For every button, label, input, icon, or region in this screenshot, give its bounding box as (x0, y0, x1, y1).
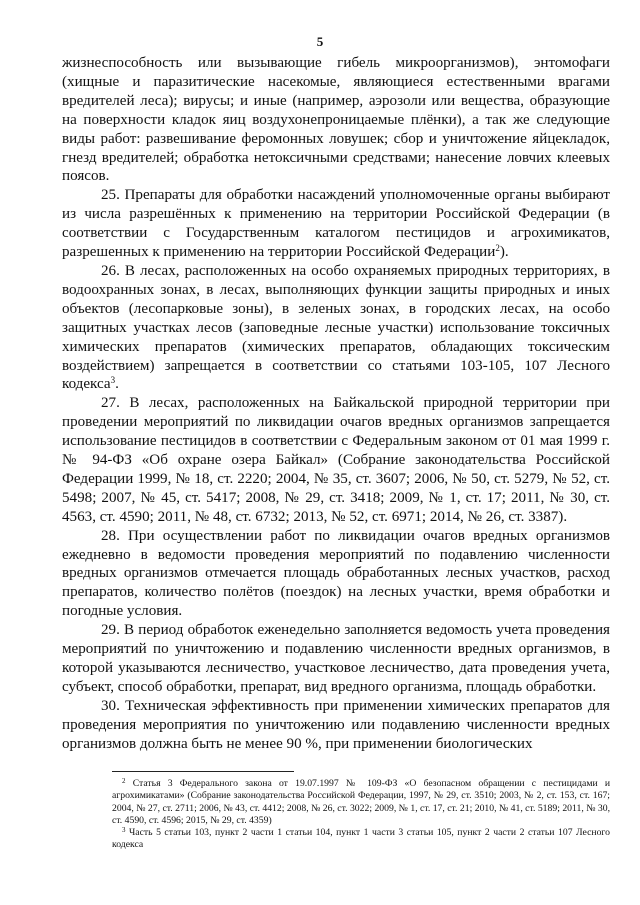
paragraph-29: 29. В период обработок еженедельно заполняется ведомость учета проведения мероприятий по уничтожению и подавлению численности вредных организмов, в которой указываются лесничество, участковое лесничество, дата проведения учета, субъект, способ обработки, препарат, вид вредного организма, площадь обработки. (62, 622, 610, 695)
paragraph-tail: . (115, 376, 119, 393)
paragraph-25 (62, 186, 610, 262)
footnote-marker: 2 (122, 777, 126, 785)
footnote-marker: 3 (122, 826, 126, 835)
paragraph-tail: ). (499, 244, 509, 261)
paragraph-28: 28. При осуществлении работ по ликвидации очагов вредных организмов ежедневно в ведомости проведения мероприятий по подавлению численности вредных организмов отмечается площадь обработанных лесных участков, расход препаратов, количество полётов (поездок) на лесных участки, время обработки и погодные условия. (62, 527, 610, 620)
footnote-2 (112, 778, 610, 827)
footnote-text: Часть 5 статьи 103, пункт 2 части 1 статьи 104, пункт 1 части 3 статьи 105, пункт 2 части 2 статьи 107 Лесного кодекса (112, 827, 610, 851)
footnote-text: Статья 3 Федерального закона от 19.07.1997 № 109-ФЗ «О безопасном обращении с пестицидами и агрохимикатами» (Собрание законодательства Российской Федерации, 1997, № 29, ст. 3510; 2003, № 2, ст. 153, ст. 167; 2004, № 27, ст. 2711; 2006, № 43, ст. 4412; 2008, № 26, ст. 3022; 2009, № 1, ст. 17, ст. 21; 2010, № 41, ст. 5189; 2011, № 30, ст. 4590, ст. 4596; 2015, № 29, ст. 4359) (112, 778, 611, 826)
paragraph-27: 27. В лесах, расположенных на Байкальской природной территории при проведении мероприятий по ликвидации очагов вредных организмов запрещается использование пестицидов в соответствии с Федеральным законом от 01 мая 1999 г. № 94-ФЗ «Об охране озера Байкал» (Собрание законодательства Российской Федерации 1999, № 18, ст. 2220; 2004, № 35, ст. 3607; 2006, № 50, ст. 5279, № 52, ст. 5498; 2007, № 45, ст. 5417; 2008, № 29, ст. 3418; 2009, № 1, ст. 17; 2011, № 30, ст. 4563, ст. 4590; 2011, № 48, ст. 6732; 2013, № 52, ст. 6971; 2014, № 26, ст. 3387). (62, 395, 610, 525)
paragraph-continuation: жизнеспособность или вызывающие гибель микроорганизмов), энтомофаги (хищные и паразитические насекомые, являющиеся естественными врагами вредителей леса); вирусы; и иные (например, аэрозоли или вещества, образующие на поверхности кладок яиц воздухонепроницаемые плёнки), а так же следующие виды работ: развешивание феромонных ловушек; сбор и уничтожение яйцекладок, гнезд вредителей; обработка нетоксичными средствами; нанесение ловчих клеевых поясов. (62, 55, 610, 185)
paragraph-30: 30. Техническая эффективность при применении химических препаратов для проведения мероприятия по уничтожению или подавлению численности вредных организмов должна быть не менее 90 %, при применении биологических (62, 697, 610, 752)
footnote-3 (112, 827, 610, 852)
footnote-separator (112, 771, 294, 772)
footnotes (112, 778, 610, 852)
footnote-ref: 2 (495, 243, 500, 254)
page-number: 5 (316, 34, 324, 49)
footnote-ref: 3 (110, 375, 116, 386)
paragraph-text: 25. Препараты для обработки насаждений уполномоченные органы выбирают из числа разрешённых к применению на территории Российской Федерации (в соответствии с Государственным каталогом пестицидов и агрохимикатов, разрешенных к применению на территории Российской Федерации (62, 187, 610, 261)
document-body (62, 54, 610, 754)
paragraph-26 (62, 262, 610, 394)
paragraph-text: 26. В лесах, расположенных на особо охраняемых природных территориях, в водоохранных зонах, в лесах, выполняющих функции защиты природных и иных объектов (лесопарковые зоны), в зеленых зонах, в городских лесах, на особо защитных участках лесов (заповедные лесные участки) использование токсичных химических препаратов (химических препаратов, обладающих токсическим воздействием) запрещается в соответствии со статьями 103-105, 107 Лесного кодекса (62, 262, 610, 393)
